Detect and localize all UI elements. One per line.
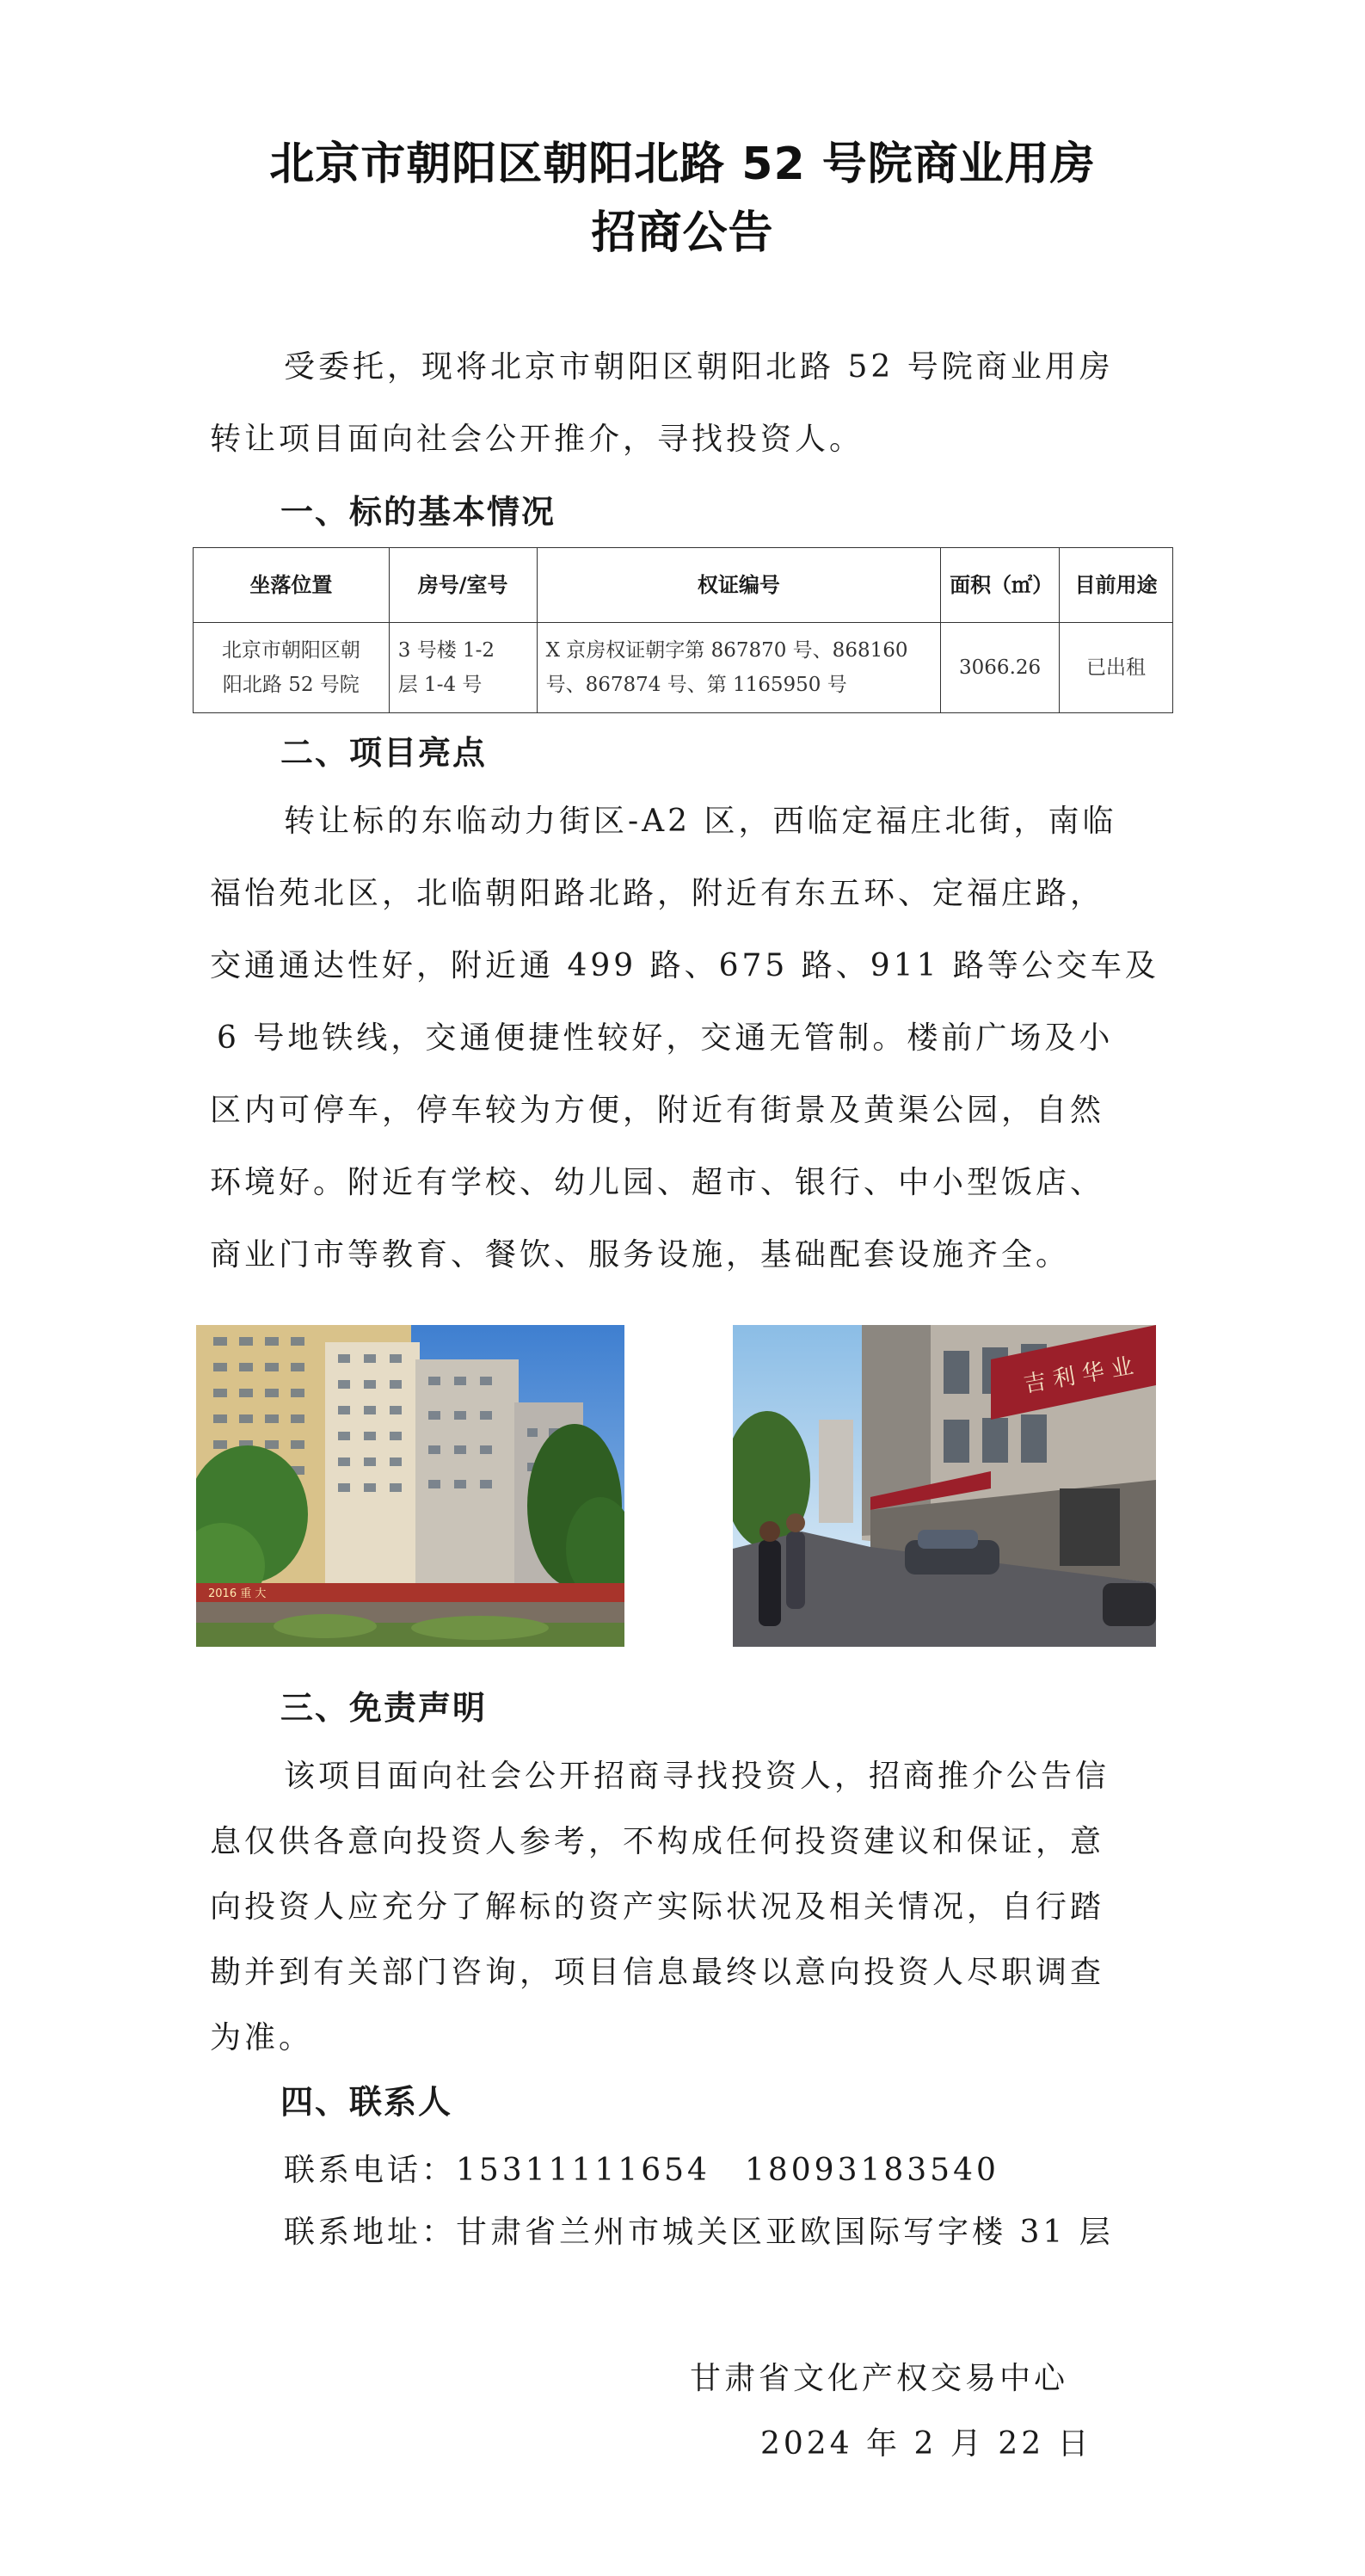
cell-location [194, 623, 390, 713]
header-certificate: 权证编号 [537, 548, 941, 623]
highlight-line-4: 6 号地铁线，交通便捷性较好，交通无管制。楼前广场及小 [217, 1020, 1114, 1056]
section-2-heading: 二、项目亮点 [280, 734, 488, 772]
highlight-line-1: 转让标的东临动力街区-A2 区，西临定福庄北街，南临 [284, 804, 1117, 839]
cell-area: 3066.26 [941, 623, 1060, 713]
page-title-line-2: 招商公告 [591, 207, 774, 259]
cell-certificate-line-1: X 京房权证朝字第 867870 号、868160 [545, 639, 908, 662]
street-photo-right [733, 1325, 1156, 1647]
cell-certificate-line-2: 号、867874 号、第 1165950 号 [545, 674, 847, 696]
highlight-line-3: 交通通达性好，附近通 499 路、675 路、911 路等公交车及 [210, 948, 1159, 983]
cell-room-line-1: 3 号楼 1-2 [397, 639, 495, 662]
highlight-line-2: 福怡苑北区，北临朝阳路北路，附近有东五环、定福庄路， [210, 876, 1105, 911]
cell-location-line-2: 阳北路 52 号院 [222, 674, 360, 696]
disclaimer-line-2: 息仅供各意向投资人参考，不构成任何投资建议和保证，意 [210, 1824, 1105, 1859]
highlight-line-6: 环境好。附近有学校、幼儿园、超市、银行、中小型饭店、 [210, 1165, 1105, 1200]
page-title-line-1: 北京市朝阳区朝阳北路 52 号院商业用房 [269, 139, 1096, 190]
property-info-table [193, 547, 1173, 713]
section-4-heading: 四、联系人 [280, 2083, 453, 2121]
issuing-organization: 甘肃省文化产权交易中心 [690, 2361, 1069, 2396]
highlight-line-7: 商业门市等教育、餐饮、服务设施，基础配套设施齐全。 [210, 1237, 1071, 1273]
issue-date: 2024 年 2 月 22 日 [760, 2426, 1092, 2462]
header-room: 房号/室号 [389, 548, 537, 623]
cell-location-line-1: 北京市朝阳区朝 [221, 639, 360, 662]
header-location: 坐落位置 [194, 548, 390, 623]
disclaimer-line-1: 该项目面向社会公开招商寻找投资人，招商推介公告信 [284, 1759, 1110, 1794]
left-photo-sign-text: 2016 重 大 [208, 1587, 267, 1600]
header-area: 面积（㎡） [941, 548, 1060, 623]
intro-line-1: 受委托，现将北京市朝阳区朝阳北路 52 号院商业用房 [284, 349, 1114, 385]
right-photo-sign-text: 吉 利 华 业 [1022, 1353, 1136, 1398]
building-photo-left [196, 1325, 624, 1647]
table-row [194, 623, 1173, 713]
highlight-line-5: 区内可停车，停车较为方便，附近有街景及黄渠公园，自然 [210, 1093, 1105, 1128]
header-use: 目前用途 [1060, 548, 1173, 623]
section-3-heading: 三、免责声明 [280, 1689, 488, 1727]
cell-room [389, 623, 537, 713]
section-1-heading: 一、标的基本情况 [280, 493, 556, 531]
cell-room-line-2: 层 1-4 号 [397, 674, 483, 696]
table-header-row [194, 548, 1173, 623]
contact-address: 联系地址：甘肃省兰州市城关区亚欧国际写字楼 31 层 [284, 2215, 1114, 2250]
contact-phone: 联系电话：15311111654 18093183540 [284, 2153, 999, 2188]
disclaimer-line-4: 勘并到有关部门咨询，项目信息最终以意向投资人尽职调查 [210, 1955, 1105, 1990]
disclaimer-line-5: 为准。 [210, 2020, 314, 2055]
intro-line-2: 转让项目面向社会公开推介，寻找投资人。 [210, 422, 864, 457]
cell-use: 已出租 [1060, 623, 1173, 713]
cell-certificate [537, 623, 941, 713]
disclaimer-line-3: 向投资人应充分了解标的资产实际状况及相关情况，自行踏 [210, 1889, 1105, 1925]
